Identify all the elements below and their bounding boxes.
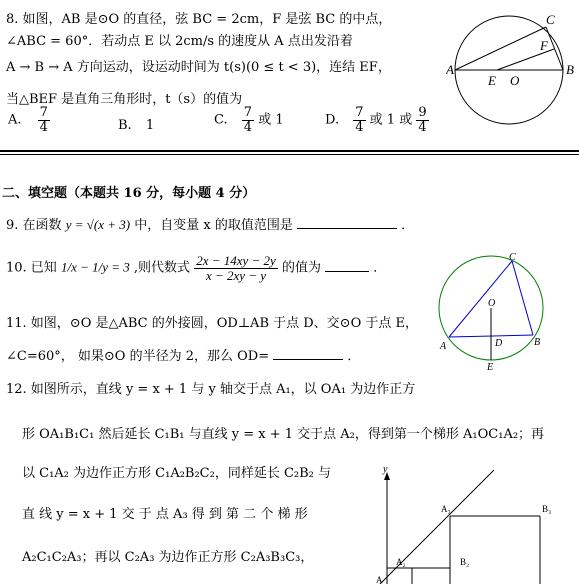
q12-line4: 直 线 y = x + 1 交 于 点 A₃ 得 到 第 二 个 梯 形 bbox=[22, 507, 308, 522]
q12-label-a3: A₃ bbox=[441, 504, 451, 514]
section2-title: 二、填空题（本题共 16 分，每小题 4 分） bbox=[2, 186, 256, 201]
q11-label-a: A bbox=[440, 341, 447, 352]
q8-label-c: C bbox=[546, 12, 555, 27]
q8-label-b: B bbox=[566, 62, 574, 77]
q11-label-e: E bbox=[487, 362, 494, 372]
q8-label-f: F bbox=[540, 38, 548, 53]
q12-label-b3: B₃ bbox=[542, 504, 552, 514]
q10: 10. 已知 1/x − 1/y = 3 ,则代数式 $\frac{2x - 14xy - 2y}{x - 2xy - y}$ 的值为 ． bbox=[6, 253, 387, 283]
separator-thin bbox=[0, 154, 579, 155]
q10-answer-blank[interactable] bbox=[325, 259, 369, 272]
q12-label-a1: A bbox=[376, 575, 383, 584]
q8-line3: A → B → A 方向运动，设运动时间为 t(s)(0 ≤ t < 3)，连结 EF， bbox=[6, 60, 391, 75]
q12-line1: 12. 如图所示，直线 y = x + 1 与 y 轴交于点 A₁，以 OA₁ 为边作正方 bbox=[6, 382, 416, 397]
separator-thick bbox=[0, 150, 579, 152]
q8-option-b: B. 1 bbox=[118, 118, 155, 133]
q12-staircase-figure bbox=[360, 462, 579, 584]
q8-line1: 8. 如图，AB 是⊙O 的直径，弦 BC = 2cm，F 是弦 BC 的中点， bbox=[6, 12, 392, 27]
q11-line1: 11. 如图，⊙O 是△ABC 的外接圆，OD⊥AB 于点 D、交⊙O 于点 E， bbox=[6, 316, 418, 331]
q12-label-b2: B₂ bbox=[460, 557, 470, 567]
q8-label-o: O bbox=[510, 73, 520, 88]
q8-label-a: A bbox=[446, 62, 454, 77]
q8-line2: ∠ABC = 60°．若动点 E 以 2cm/s 的速度从 A 点出发沿着 bbox=[6, 34, 353, 49]
q12-line2: 形 OA₁B₁C₁ 然后延长 C₁B₁ 与直线 y = x + 1 交于点 A₂，得到第一个梯形 A₁OC₁A₂；再 bbox=[22, 427, 545, 442]
q11-label-o: O bbox=[488, 298, 496, 309]
q12-label-a2: A₂ bbox=[396, 557, 406, 567]
q12-line5: A₂C₁C₂A₃；再以 C₂A₃ 为边作正方形 C₂A₃B₃C₃， bbox=[22, 550, 314, 565]
q11-label-b: B bbox=[534, 337, 541, 348]
q8-option-a: A. $\frac{7}{4}$ bbox=[8, 105, 48, 135]
q12-label-y: y bbox=[383, 464, 388, 475]
q9-answer-blank[interactable] bbox=[297, 216, 397, 229]
q11-answer-blank[interactable] bbox=[273, 347, 343, 360]
q8-label-e: E bbox=[488, 73, 496, 88]
q8-circle-figure bbox=[446, 10, 579, 134]
q8-line4: 当△BEF 是直角三角形时，t（s）的值为 bbox=[6, 92, 243, 107]
q8-option-c: C. $\frac{7}{4}$ 或 1 bbox=[214, 105, 284, 135]
q11-label-d: D bbox=[495, 338, 503, 349]
q9: 9. 在函数 y = √(x + 3) 中，自变量 x 的取值范围是 ． bbox=[6, 217, 415, 233]
q11-label-c: C bbox=[509, 252, 516, 263]
q12-line3: 以 C₁A₂ 为边作正方形 C₁A₂B₂C₂，同样延长 C₂B₂ 与 bbox=[22, 466, 332, 481]
q11-circle-figure bbox=[437, 250, 549, 372]
q11-line2: ∠C=60°， 如果⊙O 的半径为 2，那么 OD= ． bbox=[6, 349, 361, 364]
q8-option-d: D. $\frac{7}{4}$ 或 1 或 $\frac{9}{4}$ bbox=[325, 105, 427, 135]
